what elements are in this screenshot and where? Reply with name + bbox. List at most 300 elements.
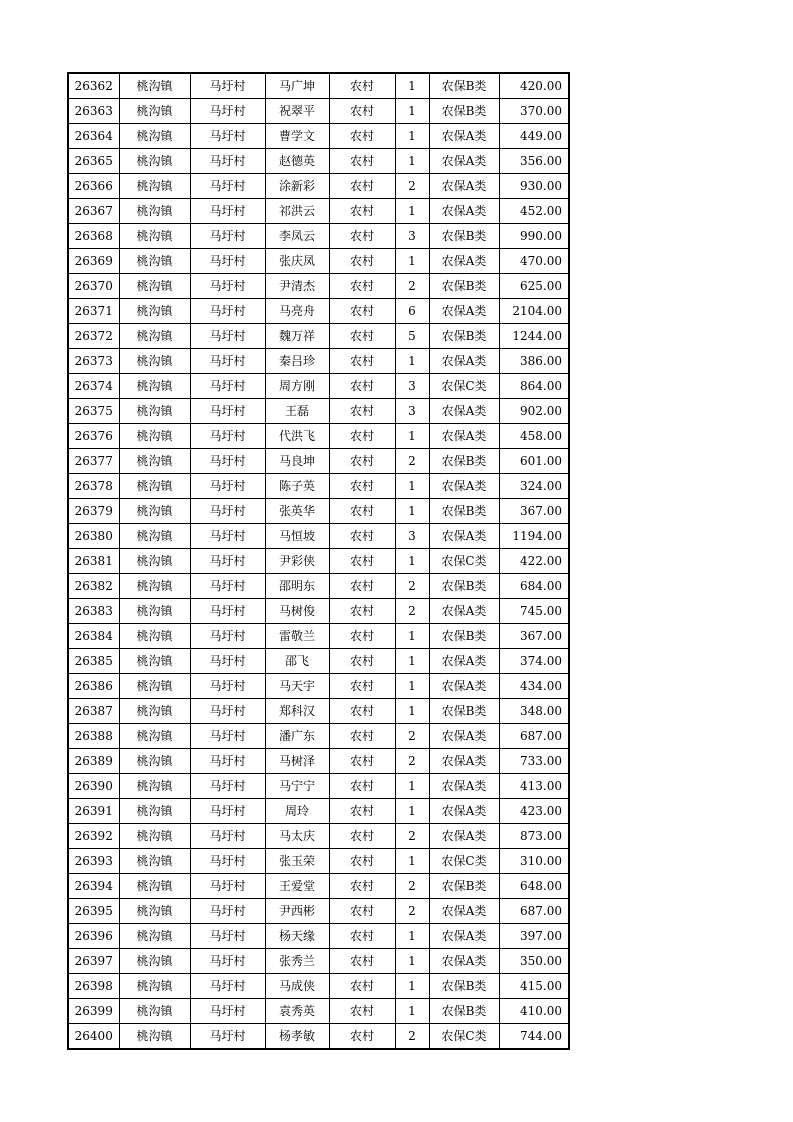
area-type-cell: 农村 — [329, 624, 395, 649]
name-cell: 马太庆 — [265, 824, 329, 849]
amount-cell: 415.00 — [499, 974, 569, 999]
serial-number-cell: 26390 — [68, 774, 119, 799]
household-count-cell: 1 — [395, 974, 429, 999]
table-row — [68, 974, 569, 999]
village-cell: 马圩村 — [190, 224, 265, 249]
village-cell: 马圩村 — [190, 1024, 265, 1050]
area-type-cell: 农村 — [329, 924, 395, 949]
category-cell: 农保A类 — [429, 299, 499, 324]
serial-number-cell: 26398 — [68, 974, 119, 999]
category-cell: 农保A类 — [429, 899, 499, 924]
category-cell: 农保B类 — [429, 274, 499, 299]
household-count-cell: 5 — [395, 324, 429, 349]
serial-number-cell: 26375 — [68, 399, 119, 424]
name-cell: 祁洪云 — [265, 199, 329, 224]
table-row — [68, 424, 569, 449]
town-cell: 桃沟镇 — [119, 374, 190, 399]
name-cell: 马成侠 — [265, 974, 329, 999]
household-count-cell: 1 — [395, 249, 429, 274]
area-type-cell: 农村 — [329, 574, 395, 599]
table-row — [68, 224, 569, 249]
town-cell: 桃沟镇 — [119, 274, 190, 299]
town-cell: 桃沟镇 — [119, 549, 190, 574]
area-type-cell: 农村 — [329, 974, 395, 999]
table-row — [68, 674, 569, 699]
household-count-cell: 1 — [395, 649, 429, 674]
town-cell: 桃沟镇 — [119, 574, 190, 599]
table-row — [68, 249, 569, 274]
amount-cell: 873.00 — [499, 824, 569, 849]
household-count-cell: 3 — [395, 224, 429, 249]
area-type-cell: 农村 — [329, 399, 395, 424]
name-cell: 代洪飞 — [265, 424, 329, 449]
table-row — [68, 449, 569, 474]
town-cell: 桃沟镇 — [119, 649, 190, 674]
household-count-cell: 2 — [395, 449, 429, 474]
name-cell: 王爱堂 — [265, 874, 329, 899]
serial-number-cell: 26381 — [68, 549, 119, 574]
household-count-cell: 1 — [395, 674, 429, 699]
area-type-cell: 农村 — [329, 374, 395, 399]
village-cell: 马圩村 — [190, 799, 265, 824]
amount-cell: 1244.00 — [499, 324, 569, 349]
village-cell: 马圩村 — [190, 424, 265, 449]
name-cell: 王磊 — [265, 399, 329, 424]
serial-number-cell: 26362 — [68, 73, 119, 99]
amount-cell: 687.00 — [499, 724, 569, 749]
serial-number-cell: 26379 — [68, 499, 119, 524]
serial-number-cell: 26364 — [68, 124, 119, 149]
town-cell: 桃沟镇 — [119, 199, 190, 224]
area-type-cell: 农村 — [329, 499, 395, 524]
serial-number-cell: 26370 — [68, 274, 119, 299]
area-type-cell: 农村 — [329, 699, 395, 724]
area-type-cell: 农村 — [329, 549, 395, 574]
category-cell: 农保C类 — [429, 549, 499, 574]
amount-cell: 310.00 — [499, 849, 569, 874]
village-cell: 马圩村 — [190, 849, 265, 874]
serial-number-cell: 26373 — [68, 349, 119, 374]
household-count-cell: 1 — [395, 949, 429, 974]
category-cell: 农保A类 — [429, 649, 499, 674]
town-cell: 桃沟镇 — [119, 149, 190, 174]
household-count-cell: 1 — [395, 549, 429, 574]
name-cell: 袁秀英 — [265, 999, 329, 1024]
village-cell: 马圩村 — [190, 999, 265, 1024]
area-type-cell: 农村 — [329, 424, 395, 449]
household-count-cell: 2 — [395, 174, 429, 199]
household-count-cell: 2 — [395, 1024, 429, 1050]
amount-cell: 684.00 — [499, 574, 569, 599]
area-type-cell: 农村 — [329, 124, 395, 149]
village-cell: 马圩村 — [190, 449, 265, 474]
serial-number-cell: 26385 — [68, 649, 119, 674]
name-cell: 马树泽 — [265, 749, 329, 774]
serial-number-cell: 26372 — [68, 324, 119, 349]
household-count-cell: 1 — [395, 699, 429, 724]
serial-number-cell: 26366 — [68, 174, 119, 199]
area-type-cell: 农村 — [329, 874, 395, 899]
name-cell: 马恒坡 — [265, 524, 329, 549]
amount-cell: 350.00 — [499, 949, 569, 974]
town-cell: 桃沟镇 — [119, 324, 190, 349]
category-cell: 农保B类 — [429, 874, 499, 899]
category-cell: 农保A类 — [429, 124, 499, 149]
table-row — [68, 699, 569, 724]
area-type-cell: 农村 — [329, 73, 395, 99]
village-cell: 马圩村 — [190, 974, 265, 999]
area-type-cell: 农村 — [329, 774, 395, 799]
serial-number-cell: 26369 — [68, 249, 119, 274]
town-cell: 桃沟镇 — [119, 674, 190, 699]
amount-cell: 625.00 — [499, 274, 569, 299]
town-cell: 桃沟镇 — [119, 724, 190, 749]
category-cell: 农保A类 — [429, 474, 499, 499]
town-cell: 桃沟镇 — [119, 449, 190, 474]
area-type-cell: 农村 — [329, 174, 395, 199]
area-type-cell: 农村 — [329, 799, 395, 824]
household-count-cell: 2 — [395, 899, 429, 924]
town-cell: 桃沟镇 — [119, 99, 190, 124]
village-cell: 马圩村 — [190, 99, 265, 124]
serial-number-cell: 26392 — [68, 824, 119, 849]
village-cell: 马圩村 — [190, 199, 265, 224]
town-cell: 桃沟镇 — [119, 224, 190, 249]
village-cell: 马圩村 — [190, 624, 265, 649]
area-type-cell: 农村 — [329, 224, 395, 249]
household-count-cell: 2 — [395, 874, 429, 899]
name-cell: 雷敬兰 — [265, 624, 329, 649]
serial-number-cell: 26388 — [68, 724, 119, 749]
category-cell: 农保B类 — [429, 624, 499, 649]
serial-number-cell: 26377 — [68, 449, 119, 474]
town-cell: 桃沟镇 — [119, 424, 190, 449]
name-cell: 祝翠平 — [265, 99, 329, 124]
table-row — [68, 949, 569, 974]
area-type-cell: 农村 — [329, 724, 395, 749]
table-row — [68, 499, 569, 524]
household-count-cell: 1 — [395, 799, 429, 824]
village-cell: 马圩村 — [190, 724, 265, 749]
village-cell: 马圩村 — [190, 374, 265, 399]
amount-cell: 423.00 — [499, 799, 569, 824]
household-count-cell: 2 — [395, 274, 429, 299]
category-cell: 农保B类 — [429, 99, 499, 124]
category-cell: 农保A类 — [429, 249, 499, 274]
category-cell: 农保A类 — [429, 424, 499, 449]
table-row — [68, 349, 569, 374]
serial-number-cell: 26368 — [68, 224, 119, 249]
village-cell: 马圩村 — [190, 73, 265, 99]
town-cell: 桃沟镇 — [119, 999, 190, 1024]
household-count-cell: 6 — [395, 299, 429, 324]
area-type-cell: 农村 — [329, 449, 395, 474]
town-cell: 桃沟镇 — [119, 699, 190, 724]
name-cell: 马宁宁 — [265, 774, 329, 799]
category-cell: 农保A类 — [429, 399, 499, 424]
area-type-cell: 农村 — [329, 649, 395, 674]
category-cell: 农保A类 — [429, 774, 499, 799]
village-cell: 马圩村 — [190, 649, 265, 674]
amount-cell: 410.00 — [499, 999, 569, 1024]
amount-cell: 348.00 — [499, 699, 569, 724]
household-count-cell: 1 — [395, 73, 429, 99]
table-row — [68, 274, 569, 299]
category-cell: 农保B类 — [429, 449, 499, 474]
town-cell: 桃沟镇 — [119, 474, 190, 499]
village-cell: 马圩村 — [190, 349, 265, 374]
town-cell: 桃沟镇 — [119, 924, 190, 949]
table-row — [68, 824, 569, 849]
category-cell: 农保A类 — [429, 824, 499, 849]
table-row — [68, 874, 569, 899]
town-cell: 桃沟镇 — [119, 749, 190, 774]
name-cell: 尹清杰 — [265, 274, 329, 299]
table-row — [68, 574, 569, 599]
household-count-cell: 1 — [395, 499, 429, 524]
table-row — [68, 524, 569, 549]
category-cell: 农保B类 — [429, 974, 499, 999]
category-cell: 农保A类 — [429, 724, 499, 749]
amount-cell: 902.00 — [499, 399, 569, 424]
name-cell: 赵德英 — [265, 149, 329, 174]
serial-number-cell: 26387 — [68, 699, 119, 724]
category-cell: 农保A类 — [429, 949, 499, 974]
amount-cell: 386.00 — [499, 349, 569, 374]
household-count-cell: 1 — [395, 624, 429, 649]
category-cell: 农保A类 — [429, 749, 499, 774]
area-type-cell: 农村 — [329, 474, 395, 499]
village-cell: 马圩村 — [190, 149, 265, 174]
town-cell: 桃沟镇 — [119, 774, 190, 799]
name-cell: 邵飞 — [265, 649, 329, 674]
village-cell: 马圩村 — [190, 574, 265, 599]
name-cell: 周玲 — [265, 799, 329, 824]
table-row — [68, 73, 569, 99]
name-cell: 马亮舟 — [265, 299, 329, 324]
household-count-cell: 1 — [395, 99, 429, 124]
category-cell: 农保A类 — [429, 174, 499, 199]
area-type-cell: 农村 — [329, 949, 395, 974]
town-cell: 桃沟镇 — [119, 124, 190, 149]
table-row — [68, 374, 569, 399]
name-cell: 马良坤 — [265, 449, 329, 474]
village-cell: 马圩村 — [190, 324, 265, 349]
name-cell: 马天宇 — [265, 674, 329, 699]
name-cell: 曹学文 — [265, 124, 329, 149]
serial-number-cell: 26386 — [68, 674, 119, 699]
name-cell: 潘广东 — [265, 724, 329, 749]
amount-cell: 930.00 — [499, 174, 569, 199]
name-cell: 张庆凤 — [265, 249, 329, 274]
household-count-cell: 1 — [395, 149, 429, 174]
category-cell: 农保B类 — [429, 499, 499, 524]
amount-cell: 449.00 — [499, 124, 569, 149]
town-cell: 桃沟镇 — [119, 599, 190, 624]
category-cell: 农保B类 — [429, 73, 499, 99]
serial-number-cell: 26399 — [68, 999, 119, 1024]
amount-cell: 745.00 — [499, 599, 569, 624]
village-cell: 马圩村 — [190, 774, 265, 799]
area-type-cell: 农村 — [329, 249, 395, 274]
amount-cell: 452.00 — [499, 199, 569, 224]
amount-cell: 470.00 — [499, 249, 569, 274]
table-row — [68, 199, 569, 224]
household-count-cell: 1 — [395, 774, 429, 799]
village-cell: 马圩村 — [190, 699, 265, 724]
name-cell: 张玉荣 — [265, 849, 329, 874]
town-cell: 桃沟镇 — [119, 524, 190, 549]
category-cell: 农保A类 — [429, 924, 499, 949]
amount-cell: 648.00 — [499, 874, 569, 899]
table-row — [68, 999, 569, 1024]
name-cell: 陈子英 — [265, 474, 329, 499]
table-row — [68, 649, 569, 674]
area-type-cell: 农村 — [329, 299, 395, 324]
village-cell: 马圩村 — [190, 674, 265, 699]
amount-cell: 601.00 — [499, 449, 569, 474]
name-cell: 杨天缘 — [265, 924, 329, 949]
household-count-cell: 3 — [395, 399, 429, 424]
category-cell: 农保A类 — [429, 674, 499, 699]
village-cell: 马圩村 — [190, 274, 265, 299]
amount-cell: 413.00 — [499, 774, 569, 799]
category-cell: 农保B类 — [429, 324, 499, 349]
village-cell: 马圩村 — [190, 474, 265, 499]
village-cell: 马圩村 — [190, 899, 265, 924]
serial-number-cell: 26384 — [68, 624, 119, 649]
town-cell: 桃沟镇 — [119, 174, 190, 199]
amount-cell: 374.00 — [499, 649, 569, 674]
village-cell: 马圩村 — [190, 599, 265, 624]
category-cell: 农保C类 — [429, 1024, 499, 1050]
name-cell: 张秀兰 — [265, 949, 329, 974]
serial-number-cell: 26376 — [68, 424, 119, 449]
village-cell: 马圩村 — [190, 949, 265, 974]
serial-number-cell: 26389 — [68, 749, 119, 774]
table-row — [68, 99, 569, 124]
category-cell: 农保A类 — [429, 799, 499, 824]
village-cell: 马圩村 — [190, 174, 265, 199]
area-type-cell: 农村 — [329, 199, 395, 224]
table-row — [68, 924, 569, 949]
name-cell: 张英华 — [265, 499, 329, 524]
town-cell: 桃沟镇 — [119, 949, 190, 974]
village-cell: 马圩村 — [190, 524, 265, 549]
amount-cell: 687.00 — [499, 899, 569, 924]
town-cell: 桃沟镇 — [119, 849, 190, 874]
area-type-cell: 农村 — [329, 899, 395, 924]
records-body — [68, 73, 569, 1049]
amount-cell: 397.00 — [499, 924, 569, 949]
area-type-cell: 农村 — [329, 324, 395, 349]
town-cell: 桃沟镇 — [119, 399, 190, 424]
area-type-cell: 农村 — [329, 274, 395, 299]
category-cell: 农保B类 — [429, 699, 499, 724]
household-count-cell: 1 — [395, 124, 429, 149]
serial-number-cell: 26397 — [68, 949, 119, 974]
amount-cell: 422.00 — [499, 549, 569, 574]
amount-cell: 733.00 — [499, 749, 569, 774]
area-type-cell: 农村 — [329, 599, 395, 624]
town-cell: 桃沟镇 — [119, 624, 190, 649]
category-cell: 农保C类 — [429, 374, 499, 399]
area-type-cell: 农村 — [329, 849, 395, 874]
village-cell: 马圩村 — [190, 249, 265, 274]
name-cell: 尹西彬 — [265, 899, 329, 924]
area-type-cell: 农村 — [329, 99, 395, 124]
table-row — [68, 474, 569, 499]
household-count-cell: 3 — [395, 524, 429, 549]
table-row — [68, 724, 569, 749]
area-type-cell: 农村 — [329, 349, 395, 374]
area-type-cell: 农村 — [329, 749, 395, 774]
table-row — [68, 549, 569, 574]
area-type-cell: 农村 — [329, 674, 395, 699]
name-cell: 郑科汉 — [265, 699, 329, 724]
village-cell: 马圩村 — [190, 124, 265, 149]
amount-cell: 434.00 — [499, 674, 569, 699]
category-cell: 农保A类 — [429, 199, 499, 224]
serial-number-cell: 26395 — [68, 899, 119, 924]
household-count-cell: 2 — [395, 824, 429, 849]
serial-number-cell: 26378 — [68, 474, 119, 499]
category-cell: 农保B类 — [429, 224, 499, 249]
serial-number-cell: 26365 — [68, 149, 119, 174]
household-count-cell: 1 — [395, 849, 429, 874]
name-cell: 秦吕珍 — [265, 349, 329, 374]
amount-cell: 864.00 — [499, 374, 569, 399]
household-count-cell: 1 — [395, 999, 429, 1024]
amount-cell: 367.00 — [499, 499, 569, 524]
town-cell: 桃沟镇 — [119, 299, 190, 324]
serial-number-cell: 26374 — [68, 374, 119, 399]
amount-cell: 1194.00 — [499, 524, 569, 549]
category-cell: 农保C类 — [429, 849, 499, 874]
amount-cell: 370.00 — [499, 99, 569, 124]
name-cell: 李凤云 — [265, 224, 329, 249]
serial-number-cell: 26396 — [68, 924, 119, 949]
table-row — [68, 324, 569, 349]
amount-cell: 2104.00 — [499, 299, 569, 324]
table-row — [68, 1024, 569, 1050]
table-row — [68, 749, 569, 774]
household-count-cell: 2 — [395, 574, 429, 599]
table-row — [68, 299, 569, 324]
town-cell: 桃沟镇 — [119, 73, 190, 99]
serial-number-cell: 26363 — [68, 99, 119, 124]
table-row — [68, 899, 569, 924]
table-row — [68, 599, 569, 624]
serial-number-cell: 26400 — [68, 1024, 119, 1050]
name-cell: 魏万祥 — [265, 324, 329, 349]
amount-cell: 367.00 — [499, 624, 569, 649]
area-type-cell: 农村 — [329, 1024, 395, 1050]
table-row — [68, 149, 569, 174]
category-cell: 农保B类 — [429, 574, 499, 599]
household-count-cell: 2 — [395, 599, 429, 624]
serial-number-cell: 26380 — [68, 524, 119, 549]
household-count-cell: 1 — [395, 474, 429, 499]
category-cell: 农保A类 — [429, 149, 499, 174]
town-cell: 桃沟镇 — [119, 874, 190, 899]
village-cell: 马圩村 — [190, 874, 265, 899]
table-row — [68, 849, 569, 874]
village-cell: 马圩村 — [190, 924, 265, 949]
household-count-cell: 1 — [395, 924, 429, 949]
town-cell: 桃沟镇 — [119, 799, 190, 824]
town-cell: 桃沟镇 — [119, 249, 190, 274]
